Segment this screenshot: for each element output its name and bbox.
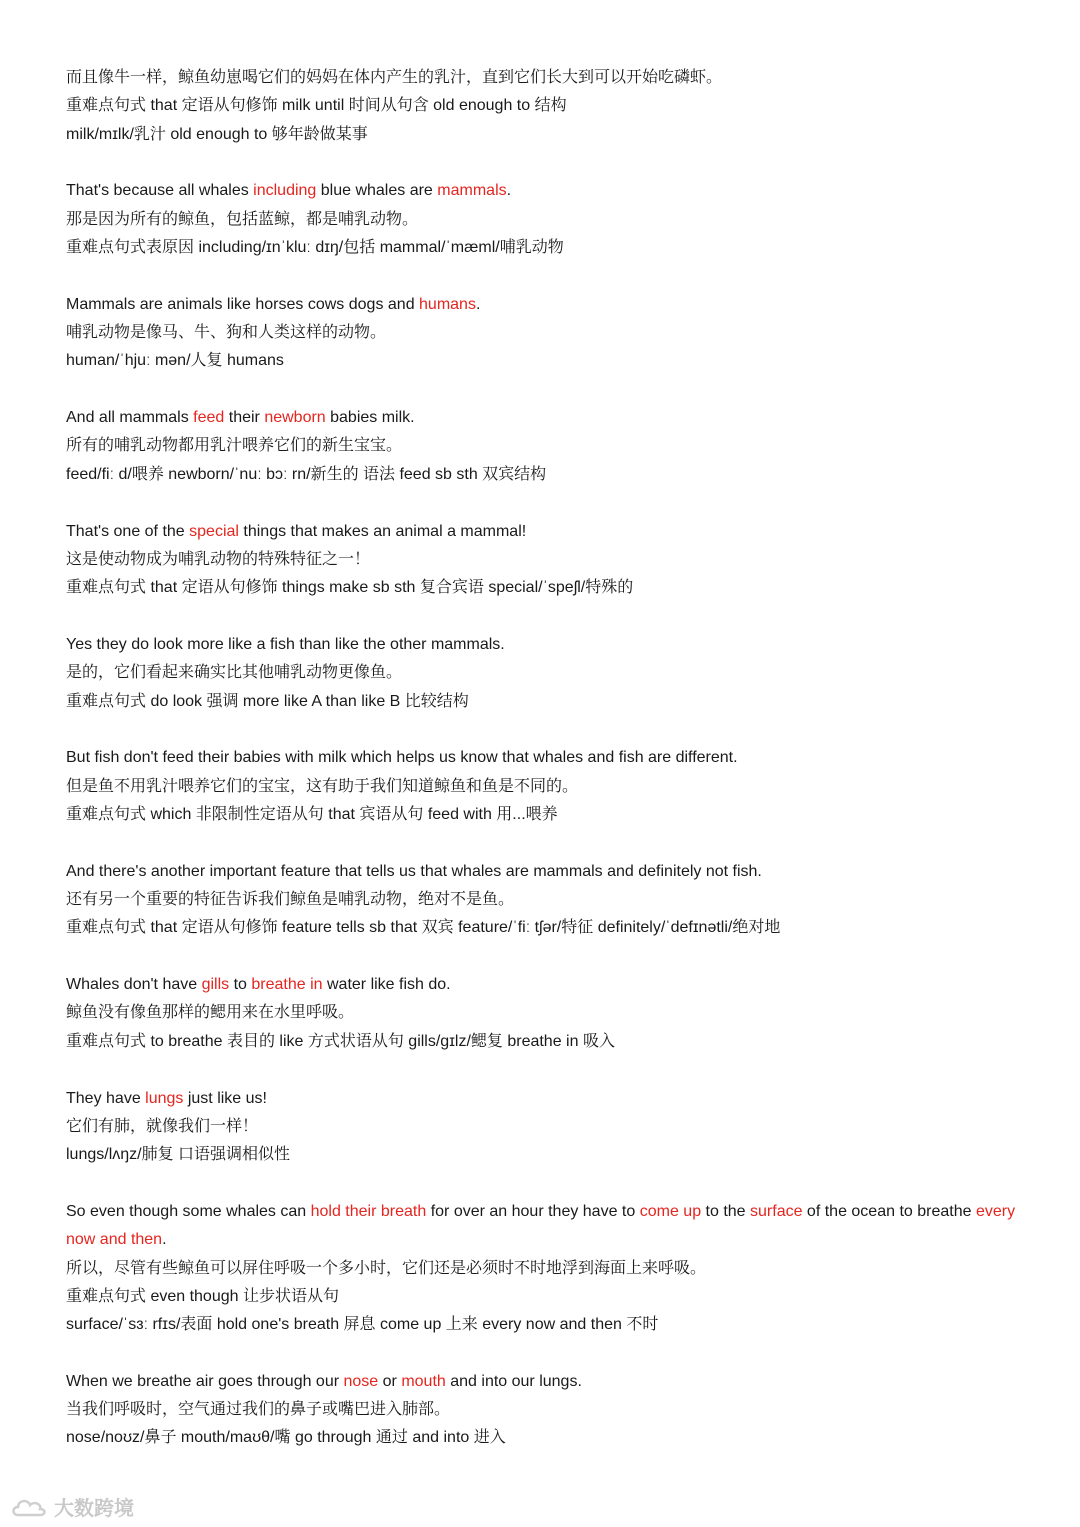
grammar-note (66, 1283, 1046, 1311)
text-segment: human/ˈhjuː mən/人复 humans (66, 352, 284, 370)
text-segment: 重难点句式表原因 including/ɪnˈkluː dɪŋ/包括 mammal/ˈmæml/哺乳动物 (66, 238, 564, 256)
cloud-logo-icon (10, 1495, 48, 1519)
text-segment: blue whales are (316, 182, 438, 200)
sentence-block (66, 404, 1046, 489)
text-segment: So even though some whales can (66, 1202, 311, 1220)
text-segment: They have (66, 1089, 146, 1107)
english-sentence (66, 177, 1046, 205)
text-segment: water like fish do. (322, 976, 451, 994)
english-sentence (66, 631, 1046, 659)
text-segment: just like us! (183, 1089, 267, 1107)
sentence-block (66, 744, 1046, 829)
text-segment: babies milk. (325, 409, 415, 427)
grammar-note (66, 461, 1046, 489)
grammar-note (66, 1141, 1046, 1169)
text-segment: their (224, 409, 265, 427)
text-segment: or (378, 1372, 402, 1390)
english-sentence (66, 64, 1046, 92)
chinese-translation (66, 886, 1046, 914)
text-segment: to the (701, 1202, 751, 1220)
text-segment: 还有另一个重要的特征告诉我们鲸鱼是哺乳动物，绝对不是鱼。 (66, 891, 515, 909)
highlighted-vocab: special (189, 522, 239, 540)
text-segment: Mammals are animals like horses cows dogs and (66, 295, 420, 313)
watermark (10, 1492, 134, 1521)
text-segment: milk/mɪlk/乳汁 old enough to 够年龄做某事 (66, 125, 368, 143)
grammar-note (66, 347, 1046, 375)
text-segment: Whales don't have (66, 976, 202, 994)
text-segment: 重难点句式 which 非限制性定语从句 that 宾语从句 feed with 用...喂养 (66, 805, 558, 823)
highlighted-vocab: breathe in (251, 976, 323, 994)
grammar-note (66, 234, 1046, 262)
grammar-note (66, 801, 1046, 829)
text-segment: 所有的哺乳动物都用乳汁喂养它们的新生宝宝。 (66, 437, 403, 455)
highlighted-vocab: lungs (145, 1089, 184, 1107)
text-segment: . (475, 295, 481, 313)
text-segment: of the ocean to breathe (802, 1202, 976, 1220)
grammar-note (66, 1311, 1046, 1339)
text-segment: . (506, 182, 512, 200)
text-segment: 这是使动物成为哺乳动物的特殊特征之一！ (66, 550, 371, 568)
text-segment: 重难点句式 that 定语从句修饰 things make sb sth 复合宾语 special/ˈspeʃl/特殊的 (66, 579, 634, 597)
document-body (66, 64, 1046, 1481)
text-segment: 它们有肺，就像我们一样！ (66, 1117, 259, 1135)
english-sentence (66, 291, 1046, 319)
highlighted-vocab: come up (639, 1202, 702, 1220)
highlighted-vocab: hold their breath (310, 1202, 427, 1220)
text-segment: 重难点句式 do look 强调 more like A than like B 比较结构 (66, 692, 469, 710)
english-sentence (66, 404, 1046, 432)
english-sentence (66, 1368, 1046, 1396)
english-sentence (66, 858, 1046, 886)
text-segment: to (229, 976, 252, 994)
watermark-text: 大数跨境 (54, 1498, 134, 1520)
highlighted-vocab: mammals (437, 182, 507, 200)
english-sentence (66, 971, 1046, 999)
text-segment: Yes they do look more like a fish than like the other mammals. (66, 635, 505, 653)
highlighted-vocab: including (253, 182, 317, 200)
english-sentence (66, 1198, 1046, 1255)
text-segment: for over an hour they have to (426, 1202, 640, 1220)
chinese-translation (66, 92, 1046, 120)
text-segment: feed/fiː d/喂养 newborn/ˈnuː bɔː rn/新生的 语法 feed sb sth 双宾结构 (66, 465, 547, 483)
highlighted-vocab: gills (201, 976, 230, 994)
chinese-translation (66, 546, 1046, 574)
text-segment: 鲸鱼没有像鱼那样的鳃用来在水里呼吸。 (66, 1004, 355, 1022)
text-segment: 重难点句式 that 定语从句修饰 milk until 时间从句含 old enough to 结构 (66, 97, 567, 115)
chinese-translation (66, 659, 1046, 687)
sentence-block (66, 64, 1046, 149)
text-segment: 哺乳动物是像马、牛、狗和人类这样的动物。 (66, 324, 387, 342)
highlighted-vocab: surface (750, 1202, 803, 1220)
sentence-block (66, 631, 1046, 716)
text-segment: 所以，尽管有些鲸鱼可以屏住呼吸一个多小时，它们还是必须时不时地浮到海面上来呼吸。 (66, 1259, 707, 1277)
text-segment: . (162, 1231, 167, 1249)
text-segment: That's one of the (66, 522, 190, 540)
text-segment: 当我们呼吸时，空气通过我们的鼻子或嘴巴进入肺部。 (66, 1401, 451, 1419)
text-segment: And there's another important feature that tells us that whales are mammals and definitely not fish. (66, 862, 762, 880)
sentence-block (66, 1085, 1046, 1170)
text-segment: But fish don't feed their babies with milk which helps us know that whales and fish are different. (66, 749, 738, 767)
text-segment: 但是鱼不用乳汁喂养它们的宝宝，这有助于我们知道鲸鱼和鱼是不同的。 (66, 777, 579, 795)
text-segment: 那是因为所有的鲸鱼，包括蓝鲸，都是哺乳动物。 (66, 210, 419, 228)
text-segment: 重难点句式 even though 让步状语从句 (66, 1287, 339, 1305)
english-sentence (66, 1085, 1046, 1113)
chinese-translation (66, 999, 1046, 1027)
text-segment: When we breathe air goes through our (66, 1372, 344, 1390)
sentence-block (66, 858, 1046, 943)
text-segment: things that makes an animal a mammal! (238, 522, 527, 540)
text-segment: 重难点句式 that 定语从句修饰 feature tells sb that 双宾 feature/ˈfiː tʃər/特征 definitely/ˈdefɪnətli/绝对地 (66, 919, 781, 937)
text-segment: That's because all whales (66, 182, 254, 200)
chinese-translation (66, 432, 1046, 460)
sentence-block (66, 971, 1046, 1056)
text-segment: 是的，它们看起来确实比其他哺乳动物更像鱼。 (66, 664, 403, 682)
sentence-block (66, 1368, 1046, 1453)
chinese-translation (66, 1113, 1046, 1141)
english-sentence (66, 518, 1046, 546)
highlighted-vocab: every now and then (66, 1202, 1016, 1249)
grammar-note (66, 1028, 1046, 1056)
grammar-note (66, 688, 1046, 716)
chinese-translation (66, 319, 1046, 347)
text-segment: nose/noʊz/鼻子 mouth/maʊθ/嘴 go through 通过 and into 进入 (66, 1429, 506, 1447)
english-sentence (66, 744, 1046, 772)
highlighted-vocab: humans (419, 295, 476, 313)
grammar-note (66, 121, 1046, 149)
chinese-translation (66, 773, 1046, 801)
chinese-translation (66, 1255, 1046, 1283)
chinese-translation (66, 1396, 1046, 1424)
sentence-block (66, 177, 1046, 262)
text-segment: 重难点句式 to breathe 表目的 like 方式状语从句 gills/ɡɪlz/鳃复 breathe in 吸入 (66, 1032, 615, 1050)
sentence-block (66, 291, 1046, 376)
grammar-note (66, 1424, 1046, 1452)
grammar-note (66, 574, 1046, 602)
highlighted-vocab: nose (343, 1372, 379, 1390)
sentence-block (66, 1198, 1046, 1339)
grammar-note (66, 914, 1046, 942)
sentence-block (66, 518, 1046, 603)
highlighted-vocab: mouth (401, 1372, 446, 1390)
text-segment: lungs/lʌŋz/肺复 口语强调相似性 (66, 1146, 291, 1164)
text-segment: and into our lungs. (445, 1372, 582, 1390)
highlighted-vocab: newborn (264, 409, 326, 427)
text-segment: surface/ˈsɜː rfɪs/表面 hold one's breath 屏息 come up 上来 every now and then 不时 (66, 1316, 659, 1334)
text-segment: And all mammals (66, 409, 194, 427)
highlighted-vocab: feed (193, 409, 225, 427)
text-segment: 而且像牛一样，鲸鱼幼崽喝它们的妈妈在体内产生的乳汁，直到它们长大到可以开始吃磷虾。 (66, 69, 723, 86)
chinese-translation (66, 206, 1046, 234)
